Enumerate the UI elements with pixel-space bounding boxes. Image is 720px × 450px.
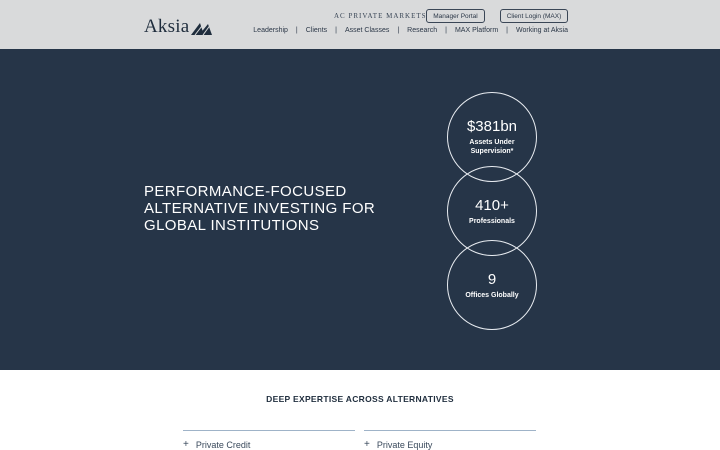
accordion-label: Private Equity — [376, 439, 433, 450]
stat-value: 410+ — [475, 196, 509, 214]
accordion-private-credit[interactable] — [183, 430, 355, 450]
nav-asset-classes[interactable]: Asset Classes — [344, 27, 390, 34]
accordion-label: Private Credit — [195, 439, 251, 450]
accordion-private-equity[interactable] — [364, 430, 536, 450]
nav-clients[interactable]: Clients — [305, 27, 328, 34]
hero-title: PERFORMANCE-FOCUSED ALTERNATIVE INVESTING FOR GLOBAL INSTITUTIONS — [144, 183, 376, 234]
nav-separator: | — [445, 27, 447, 34]
stat-value: 9 — [487, 270, 497, 288]
logo-mark-icon — [191, 21, 213, 35]
stat-label: Assets Under Supervision* — [469, 139, 515, 155]
manager-portal-button[interactable]: Manager Portal — [426, 9, 485, 23]
stat-circle-offices — [447, 240, 537, 330]
logo-text: Aksia — [144, 16, 190, 37]
expertise-heading: DEEP EXPERTISE ACROSS ALTERNATIVES — [266, 394, 454, 404]
client-login-button[interactable]: Client Login (MAX) — [500, 9, 568, 23]
stat-value: $381bn — [466, 118, 518, 135]
site-header — [0, 0, 720, 49]
nav-leadership[interactable]: Leadership — [253, 27, 288, 34]
nav-separator: | — [397, 27, 400, 34]
stat-label: Offices Globally — [465, 291, 519, 299]
plus-icon: + — [183, 439, 189, 450]
nav-separator: | — [335, 27, 337, 34]
nav-research[interactable]: Research — [407, 27, 438, 34]
nav-separator: | — [506, 27, 508, 34]
nav-working-at-aksia[interactable]: Working at Aksia — [515, 27, 568, 34]
aksia-logo[interactable] — [144, 15, 213, 37]
stat-label: Professionals — [469, 217, 515, 225]
main-nav — [253, 27, 568, 34]
nav-max-platform[interactable]: MAX Platform — [454, 27, 499, 34]
brand-tagline: AC PRIVATE MARKETS — [334, 12, 427, 20]
plus-icon: + — [364, 439, 370, 450]
nav-separator: | — [295, 27, 298, 34]
